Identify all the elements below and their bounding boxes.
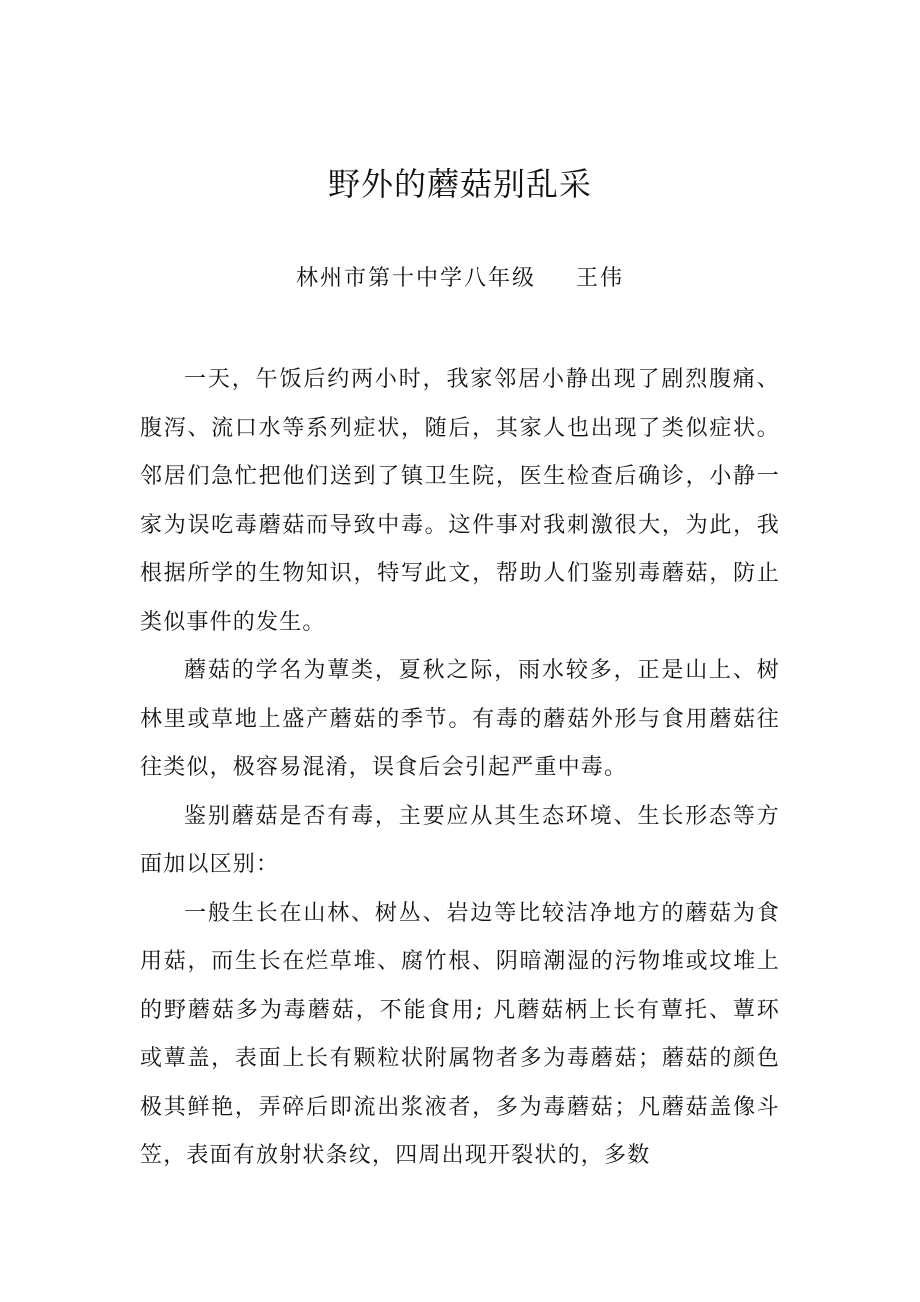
byline <box>0 262 920 296</box>
paragraph: 一天，午饭后约两小时，我家邻居小静出现了剧烈腹痛、腹泻、流口水等系列症状，随后，其家人也出现了类似症状。邻居们急忙把他们送到了镇卫生院，医生检查后确诊，小静一家为误吃毒蘑菇而导致中毒。这件事对我刺激很大，为此，我根据所学的生物知识，特写此文，帮助人们鉴别毒蘑菇，防止类似事件的发生。 <box>140 367 780 635</box>
paragraph: 鉴别蘑菇是否有毒，主要应从其生态环境、生长形态等方面加以区别： <box>140 803 780 877</box>
article-title: 野外的蘑菇别乱采 <box>327 165 592 203</box>
author-name: 王伟 <box>576 266 625 291</box>
paragraph: 蘑菇的学名为蕈类，夏秋之际，雨水较多，正是山上、树林里或草地上盛产蘑菇的季节。有毒的蘑菇外形与食用蘑菇往往类似，极容易混淆，误食后会引起严重中毒。 <box>140 658 780 780</box>
author-school: 林州市第十中学八年级 <box>295 266 536 291</box>
article-body <box>140 356 780 1181</box>
paragraph: 一般生长在山林、树丛、岩边等比较洁净地方的蘑菇为食用菇，而生长在烂草堆、腐竹根、阴暗潮湿的污物堆或坟堆上的野蘑菇多为毒蘑菇，不能食用; 凡蘑菇柄上长有蕈托、蕈环或蕈盖，表面上长有颗粒状附属物者多为毒蘑菇；蘑菇的颜色极其鲜艳，弄碎后即流出浆液者，多为毒蘑菇；凡蘑菇盖像斗笠，表面有放射状条纹，四周出现开裂状的，多数 <box>140 900 780 1168</box>
